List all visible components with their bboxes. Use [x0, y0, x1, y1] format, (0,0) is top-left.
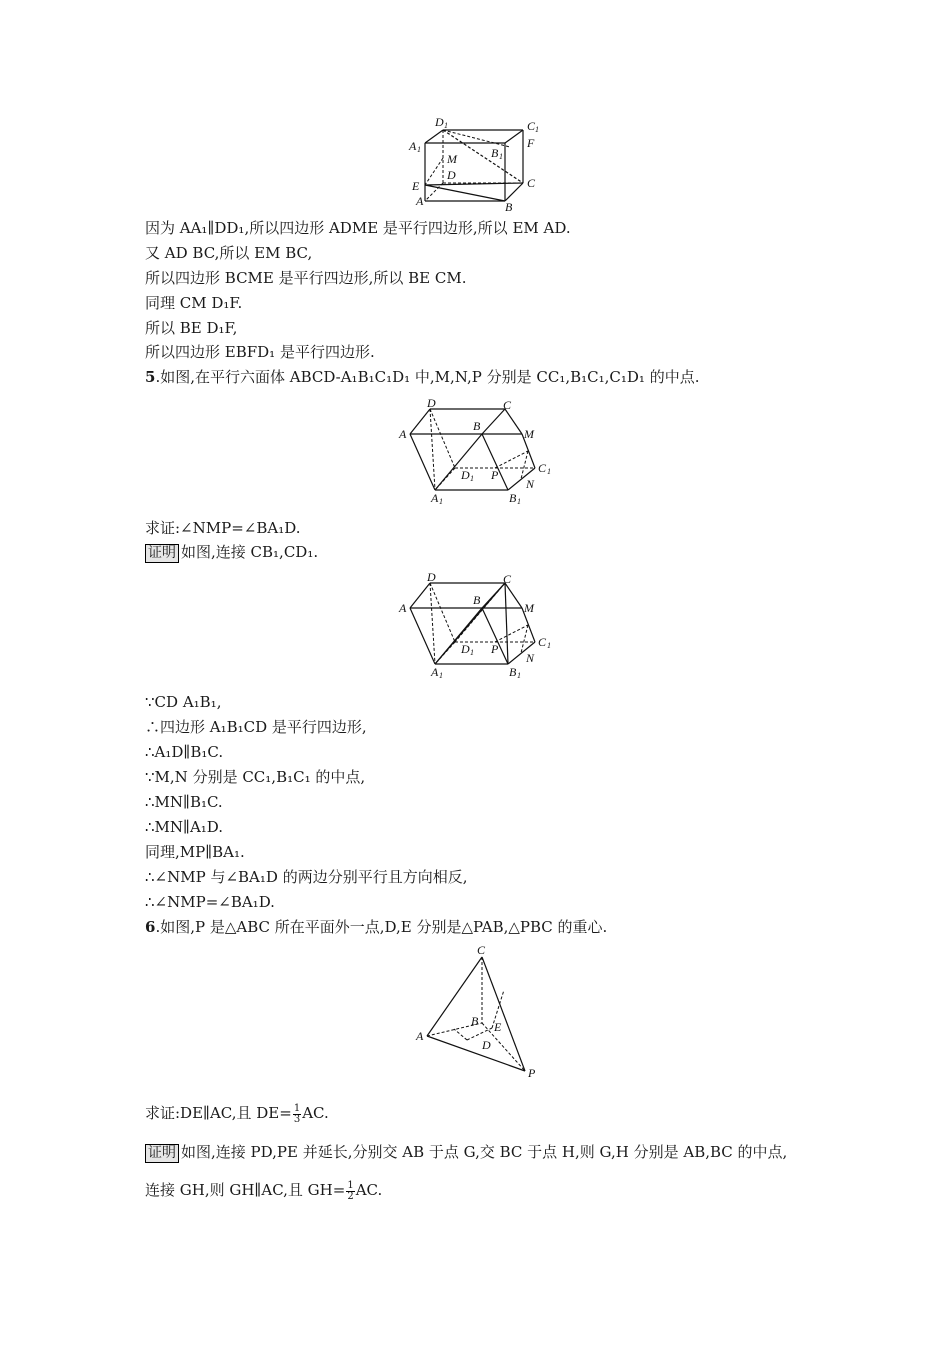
proof4-line-3: 所以四边形 BCME 是平行四边形,所以 BE CM.: [145, 269, 467, 287]
proof4-line-5: 所以 BE D₁F,: [145, 319, 238, 337]
q5-proof-line-4: ∵M,N 分别是 CC₁,B₁C₁ 的中点,: [145, 768, 366, 786]
fraction-denominator: 3: [293, 1113, 301, 1125]
q5-statement: [145, 367, 699, 387]
q5-text: .如图,在平行六面体 ABCD-A₁B₁C₁D₁ 中,M,N,P 分别是 CC₁,B₁C₁,C₁D₁ 的中点.: [155, 368, 700, 386]
q5-prove: 求证:∠NMP=∠BA₁D.: [145, 519, 301, 537]
label-D1: D: [435, 115, 444, 129]
label-B: B: [473, 593, 481, 607]
cube-figure: [405, 113, 555, 215]
label-D1: D: [461, 642, 470, 656]
label-E: E: [412, 179, 420, 193]
proof4-line-1: 因为 AA₁∥DD₁,所以四边形 ADME 是平行四边形,所以 EM AD.: [145, 219, 571, 237]
q5-proof-line-8: ∴∠NMP 与∠BA₁D 的两边分别平行且方向相反,: [145, 868, 468, 886]
label-D: D: [427, 396, 436, 410]
proof-tag: 证明: [145, 1144, 179, 1163]
label-D: D: [447, 168, 456, 182]
q6-proof-text-1: 如图,连接 PD,PE 并延长,分别交 AB 于点 G,交 BC 于点 H,则 G,H 分别是 AB,BC 的中点,: [181, 1143, 788, 1161]
q5-proof-line-9: ∴∠NMP=∠BA₁D.: [145, 893, 275, 911]
sub-1: 1: [439, 497, 443, 506]
q6-prove: [145, 1103, 329, 1125]
label-C: C: [503, 572, 512, 586]
proof4-line-2: 又 AD BC,所以 EM BC,: [145, 244, 313, 262]
tetrahedron-figure: [410, 943, 545, 1083]
proof4-line-6: 所以四边形 EBFD₁ 是平行四边形.: [145, 343, 375, 361]
q6-proof-line-2: [145, 1180, 382, 1202]
sub-1: 1: [517, 497, 521, 506]
prism-figure: [395, 396, 560, 508]
label-B1: B: [509, 491, 517, 505]
proof-tag: 证明: [145, 544, 179, 563]
prism-proof-figure: [395, 570, 560, 682]
fraction-numerator: 1: [293, 1102, 301, 1114]
q5-proof-line-6: ∴MN∥A₁D.: [145, 818, 224, 836]
q5-proof-intro: 如图,连接 CB₁,CD₁.: [181, 543, 319, 561]
label-C1: C: [538, 635, 547, 649]
label-A: A: [399, 427, 407, 441]
label-C: C: [477, 943, 486, 957]
sub-1: 1: [439, 671, 443, 680]
sub-1: 1: [417, 145, 421, 154]
sub-1: 1: [547, 467, 551, 476]
q6-text: .如图,P 是△ABC 所在平面外一点,D,E 分别是△PAB,△PBC 的重心.: [155, 918, 608, 936]
label-A1: A: [409, 139, 417, 153]
label-B1: B: [509, 665, 517, 679]
sub-1: 1: [547, 641, 551, 650]
label-A: A: [416, 194, 424, 208]
q6-statement: [145, 917, 607, 937]
label-M: M: [524, 601, 534, 615]
label-P: P: [491, 642, 499, 656]
fraction-numerator: 1: [347, 1179, 354, 1191]
q6-prove-post: AC.: [302, 1104, 329, 1122]
label-F: F: [527, 136, 535, 150]
label-B1: B: [491, 146, 499, 160]
label-B: B: [505, 200, 513, 214]
label-E: E: [494, 1020, 502, 1034]
q5-proof-intro-line: [145, 542, 318, 563]
q5-proof-line-1: ∵CD A₁B₁,: [145, 693, 222, 711]
fraction-denominator: 2: [347, 1190, 354, 1202]
fraction-one-half: [346, 1181, 354, 1202]
label-D1: D: [461, 468, 470, 482]
q5-proof-line-5: ∴MN∥B₁C.: [145, 793, 223, 811]
q5-proof-line-2: ∴四边形 A₁B₁CD 是平行四边形,: [145, 718, 367, 736]
label-A: A: [399, 601, 407, 615]
label-B: B: [473, 419, 481, 433]
label-A1: A: [431, 491, 439, 505]
sub-1: 1: [535, 125, 539, 134]
sub-1: 1: [470, 474, 474, 483]
label-M: M: [524, 427, 534, 441]
proof4-line-4: 同理 CM D₁F.: [145, 294, 243, 312]
sub-1: 1: [517, 671, 521, 680]
q6-proof-pre: 连接 GH,则 GH∥AC,且 GH=: [145, 1181, 346, 1199]
label-M: M: [447, 152, 457, 166]
fraction-one-third: [293, 1104, 301, 1125]
sub-1: 1: [444, 121, 448, 130]
label-P: P: [491, 468, 499, 482]
label-C: C: [527, 176, 536, 190]
q6-proof-post: AC.: [355, 1181, 383, 1199]
label-A: A: [416, 1029, 424, 1043]
q5-number: 5: [145, 368, 156, 386]
q6-prove-pre: 求证:DE∥AC,且 DE=: [145, 1104, 292, 1122]
q6-number: 6: [145, 918, 156, 936]
q5-proof-line-3: ∴A₁D∥B₁C.: [145, 743, 224, 761]
label-D: D: [427, 570, 436, 584]
label-A1: A: [431, 665, 439, 679]
label-B: B: [471, 1014, 479, 1028]
sub-1: 1: [470, 648, 474, 657]
label-C1: C: [527, 119, 536, 133]
label-P: P: [528, 1066, 536, 1080]
label-N: N: [526, 477, 535, 491]
q5-proof-line-7: 同理,MP∥BA₁.: [145, 843, 245, 861]
label-D: D: [482, 1038, 491, 1052]
q6-proof-line-1: [145, 1142, 787, 1163]
sub-1: 1: [499, 152, 503, 161]
label-C1: C: [538, 461, 547, 475]
label-N: N: [526, 651, 535, 665]
label-C: C: [503, 398, 512, 412]
